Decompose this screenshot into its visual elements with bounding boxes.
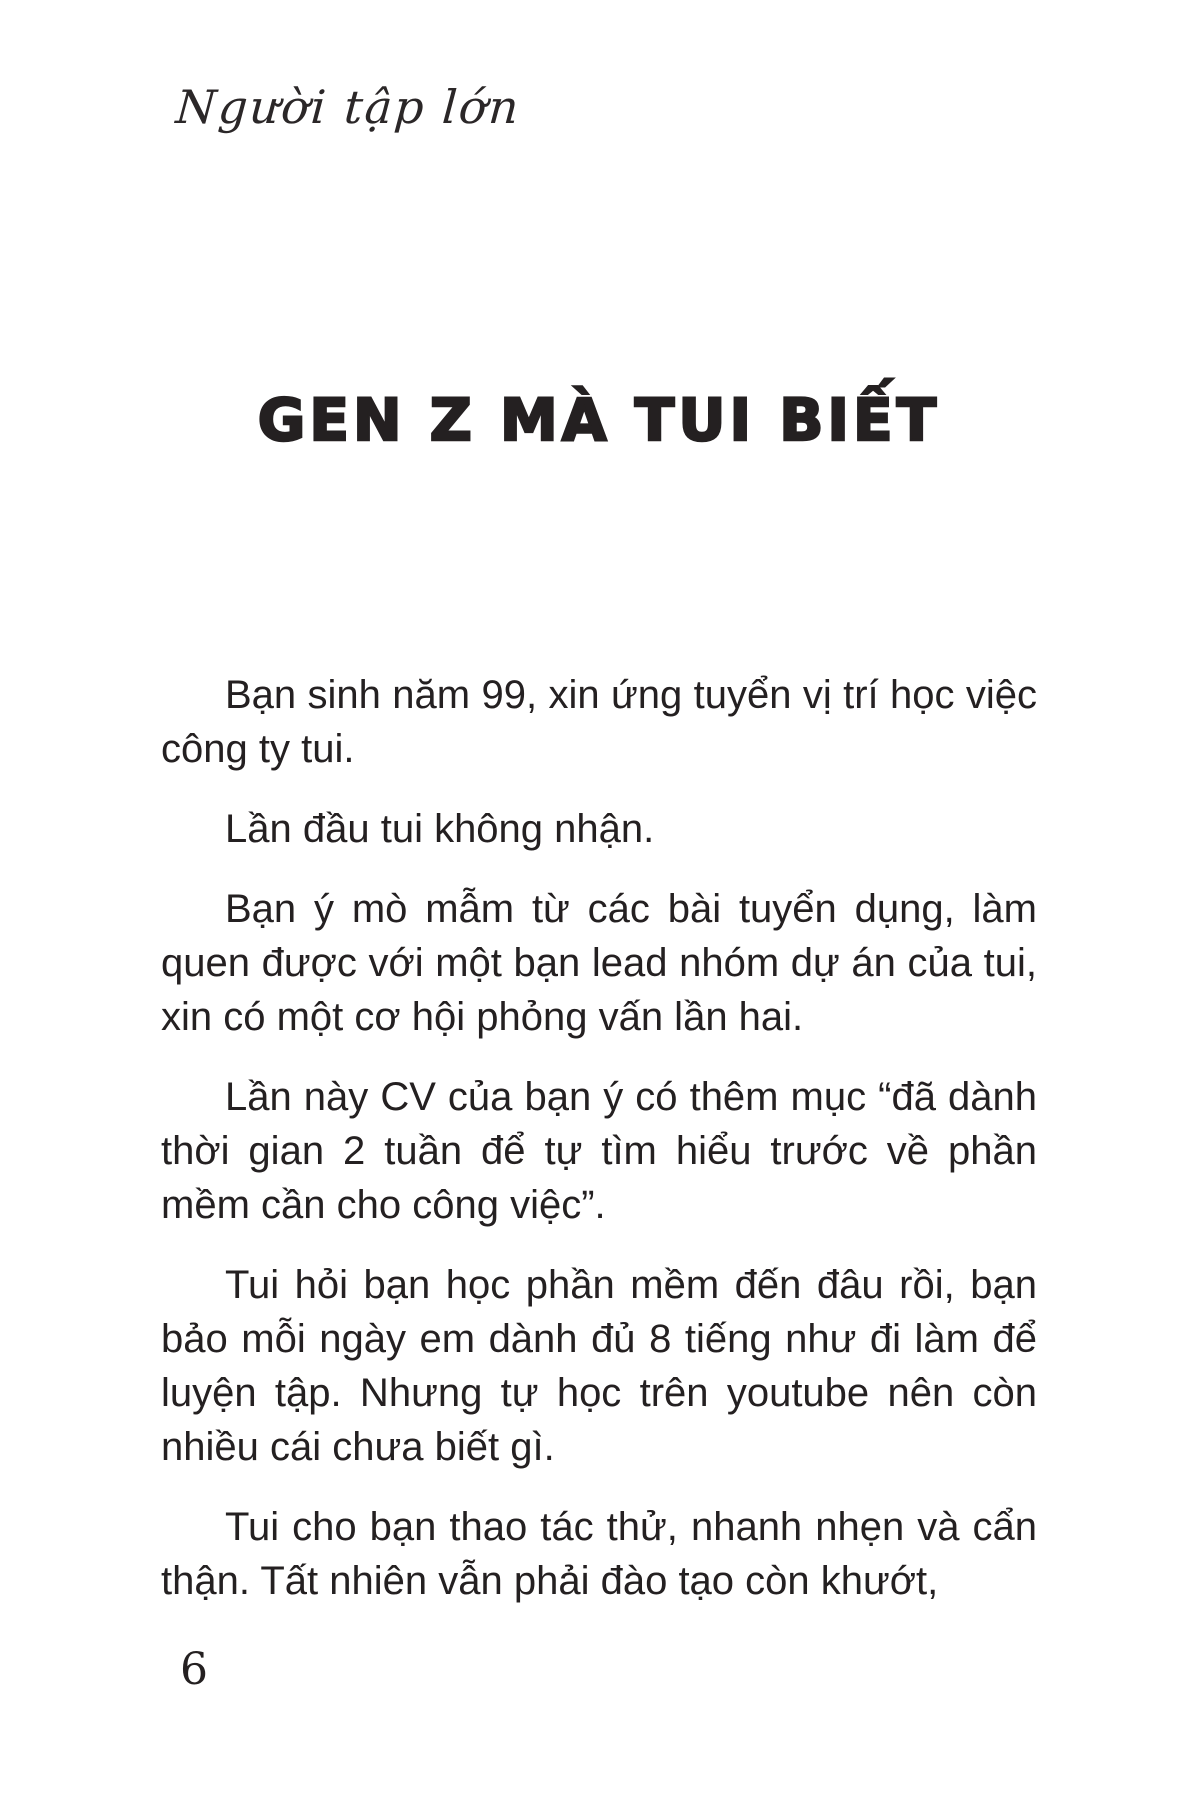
paragraph-1: Bạn sinh năm 99, xin ứng tuyển vị trí học việc công ty tui.: [161, 673, 1037, 771]
paragraph-4: Lần này CV của bạn ý có thêm mục “đã dành thời gian 2 tuần để tự tìm hiểu trước về phần mềm cần cho công việc”.: [161, 1075, 1037, 1227]
paragraph-5: Tui hỏi bạn học phần mềm đến đâu rồi, bạn bảo mỗi ngày em dành đủ 8 tiếng như đi làm để luyện tập. Nhưng tự học trên youtube nên còn nhiều cái chưa biết gì.: [161, 1263, 1037, 1469]
page-number: 6: [180, 1644, 208, 1695]
paragraph-6: Tui cho bạn thao tác thử, nhanh nhẹn và cẩn thận. Tất nhiên vẫn phải đào tạo còn khướt,: [161, 1505, 1037, 1603]
paragraph-2: Lần đầu tui không nhận.: [225, 807, 655, 851]
body-text: [161, 668, 1037, 1634]
chapter-title: GEN Z MÀ TUI BIẾT: [257, 386, 941, 454]
running-header: Người tập lớn: [174, 80, 523, 134]
paragraph-3: Bạn ý mò mẫm từ các bài tuyển dụng, làm quen được với một bạn lead nhóm dự án của tui, xin có một cơ hội phỏng vấn lần hai.: [161, 887, 1037, 1039]
